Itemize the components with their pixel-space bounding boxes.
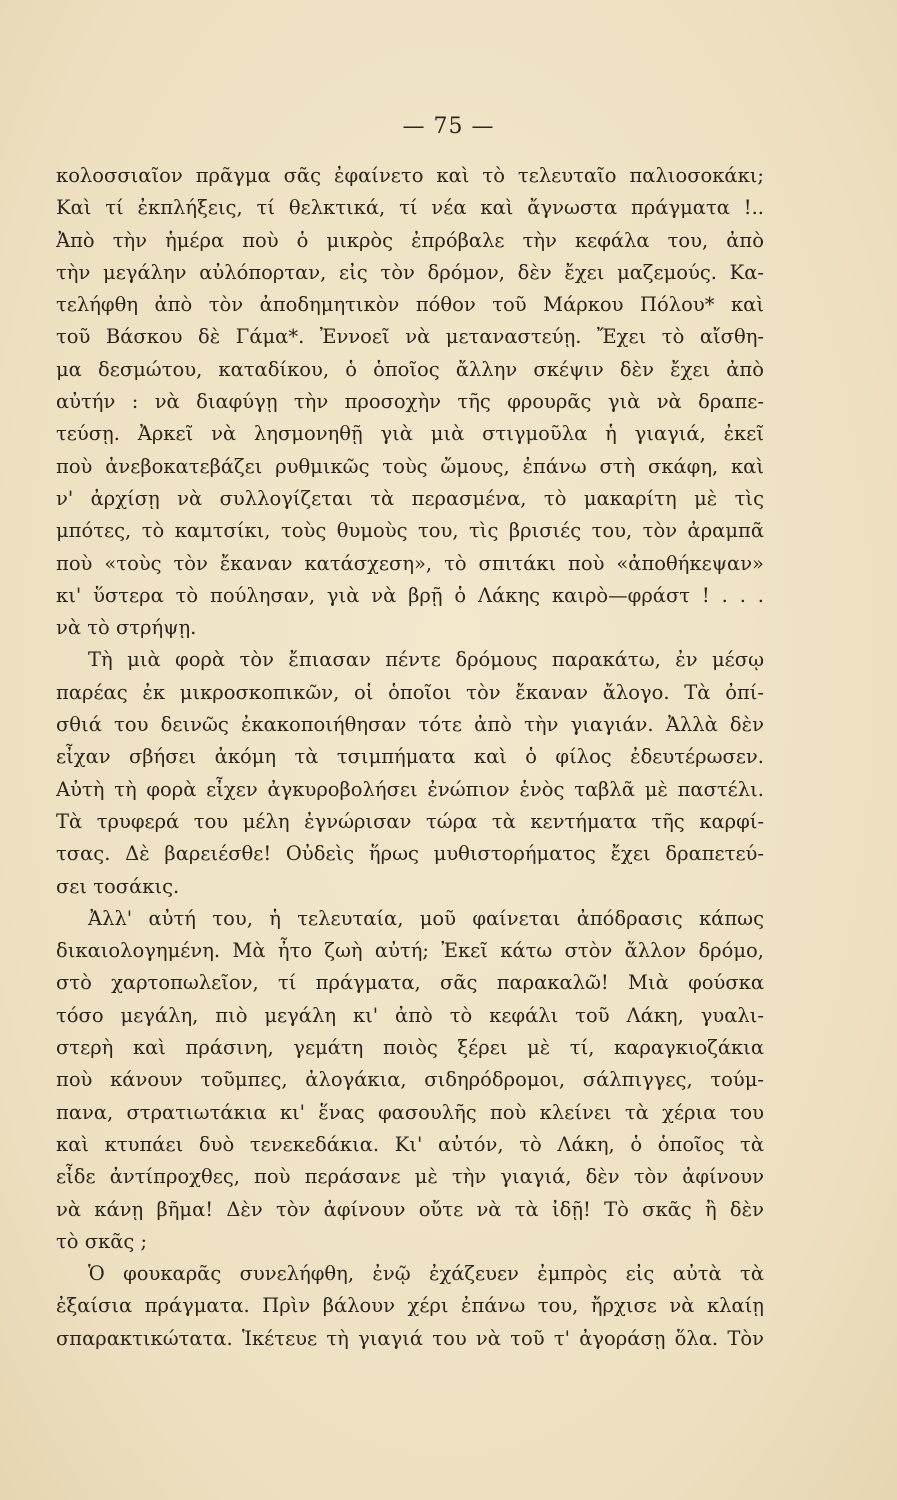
text-line: τσας. Δὲ βαρειέσθε! Οὐδεὶς ἥρως μυθιστορήματος ἔχει δραπετεύ-: [56, 842, 764, 866]
text-line: ποὺ «τοὺς τὸν ἔκαναν κατάσχεση», τὸ σπιτάκι ποὺ «ἀποθήκεψαν»: [56, 551, 764, 575]
page-number: — 75 —: [402, 114, 495, 139]
text-line: κολοσσιαῖον πρᾶγμα σᾶς ἐφαίνετο καὶ τὸ τελευταῖο παλιοσοκάκι;: [56, 164, 764, 187]
text-line: πανα, στρατιωτάκια κι' ἕνας φασουλῆς ποὺ κλείνει τὰ χέρια του: [56, 1100, 764, 1124]
text-line: Καὶ τί ἐκπλήξεις, τί θελκτικά, τί νέα καὶ ἄγνωστα πράγματα !..: [56, 196, 764, 220]
body-text: [56, 160, 764, 1355]
text-line: Ὁ φουκαρᾶς συνελήφθη, ἐνῷ ἐχάζευεν ἐμπρὸς εἰς αὐτὰ τὰ: [88, 1262, 764, 1286]
text-line: τὴν μεγάλην αὐλόπορταν, εἰς τὸν δρόμον, δὲν ἔχει μαζεμούς. Κα-: [56, 260, 764, 284]
text-line: ν' ἀρχίσῃ νὰ συλλογίζεται τὰ περασμένα, τὸ μακαρίτη μὲ τὶς: [56, 486, 764, 510]
text-line: Αὐτὴ τὴ φορὰ εἶχεν ἀγκυροβολήσει ἐνώπιον ἑνὸς ταβλᾶ μὲ παστέλι.: [56, 777, 764, 801]
text-line: σει τοσάκις.: [56, 874, 180, 898]
text-line: μα δεσμώτου, καταδίκου, ὁ ὁποῖος ἄλλην σκέψιν δὲν ἔχει ἀπὸ: [56, 357, 764, 381]
text-line: καὶ κτυπάει δυὸ τενεκεδάκια. Κι' αὐτόν, τὸ Λάκη, ὁ ὁποῖος τὰ: [56, 1132, 764, 1156]
text-line: Ἀπὸ τὴν ἡμέρα ποὺ ὁ μικρὸς ἐπρόβαλε τὴν κεφάλα του, ἀπὸ: [56, 228, 764, 252]
text-line: εἶχαν σβήσει ἀκόμη τὰ τσιμπήματα καὶ ὁ φίλος ἐδευτέρωσεν.: [56, 745, 764, 769]
text-line: αὐτήν : νὰ διαφύγῃ τὴν προσοχὴν τῆς φρουρᾶς γιὰ νὰ δραπε-: [56, 390, 764, 414]
text-line: στερὴ καὶ πράσινη, γεμάτη ποιὸς ξέρει μὲ τί, καραγκιοζάκια: [56, 1036, 764, 1060]
text-line: κι' ὕστερα τὸ πούλησαν, γιὰ νὰ βρῇ ὁ Λάκης καιρὸ—φράστ ! . . .: [56, 583, 764, 607]
text-line: τοῦ Βάσκου δὲ Γάμα*. Ἐννοεῖ νὰ μεταναστεύῃ. Ἔχει τὸ αἴσθη-: [56, 325, 764, 349]
text-line: εἶδε ἀντίπροχθες, ποὺ περάσανε μὲ τὴν γιαγιά, δὲν τὸν ἀφίνουν: [56, 1165, 764, 1189]
text-line: μπότες, τὸ καμτσίκι, τοὺς θυμοὺς του, τὶς βρισιές του, τὸν ἀραμπᾶ: [56, 519, 764, 543]
text-line: ποὺ κάνουν τοῦμπες, ἀλογάκια, σιδηρόδρομοι, σάλπιγγες, τούμ-: [56, 1068, 764, 1092]
text-line: τόσο μεγάλη, πιὸ μεγάλη κι' ἀπὸ τὸ κεφάλι τοῦ Λάκη, γυαλι-: [56, 1003, 764, 1027]
text-line: παρέας ἐκ μικροσκοπικῶν, οἱ ὁποῖοι τὸν ἔκαναν ἄλογο. Τὰ ὀπί-: [56, 680, 764, 704]
text-line: σπαρακτικώτατα. Ἱκέτευε τὴ γιαγιά του νὰ τοῦ τ' ἀγοράσῃ ὅλα. Τὸν: [56, 1326, 764, 1350]
text-line: Τὴ μιὰ φορὰ τὸν ἔπιασαν πέντε δρόμους παρακάτω, ἐν μέσῳ: [88, 648, 764, 672]
text-line: νὰ τὸ στρήψῃ.: [56, 616, 197, 640]
text-line: στὸ χαρτοπωλεῖον, τί πράγματα, σᾶς παρακαλῶ! Μιὰ φούσκα: [56, 971, 764, 995]
text-line: τελήφθη ἀπὸ τὸν ἀποδημητικὸν πόθον τοῦ Μάρκου Πόλου* καὶ: [56, 293, 764, 317]
text-line: δικαιολογημένη. Μὰ ἦτο ζωὴ αὐτή; Ἐκεῖ κάτω στὸν ἄλλον δρόμο,: [56, 939, 764, 963]
text-line: τεύσῃ. Ἀρκεῖ νὰ λησμονηθῇ γιὰ μιὰ στιγμοῦλα ἡ γιαγιά, ἐκεῖ: [56, 422, 764, 446]
text-line: σθιά του δεινῶς ἐκακοποιήθησαν τότε ἀπὸ τὴν γιαγιάν. Ἀλλὰ δὲν: [56, 713, 764, 737]
text-line: Ἀλλ' αὐτή του, ἡ τελευταία, μοῦ φαίνεται ἀπόδρασις κάπως: [88, 906, 764, 930]
text-line: τὸ σκᾶς ;: [56, 1229, 148, 1253]
text-line: ποὺ ἀνεβοκατεβάζει ρυθμικῶς τοὺς ὤμους, ἐπάνω στὴ σκάφη, καὶ: [56, 454, 764, 478]
text-line: νὰ κάνῃ βῆμα! Δὲν τὸν ἀφίνουν οὔτε νὰ τὰ ἰδῇ! Τὸ σκᾶς ἢ δὲν: [56, 1197, 764, 1221]
text-line: ἐξαίσια πράγματα. Πρὶν βάλουν χέρι ἐπάνω του, ἤρχισε νὰ κλαίῃ: [56, 1294, 764, 1318]
text-line: Τὰ τρυφερά του μέλη ἐγνώρισαν τώρα τὰ κεντήματα τῆς καρφί-: [56, 809, 764, 833]
